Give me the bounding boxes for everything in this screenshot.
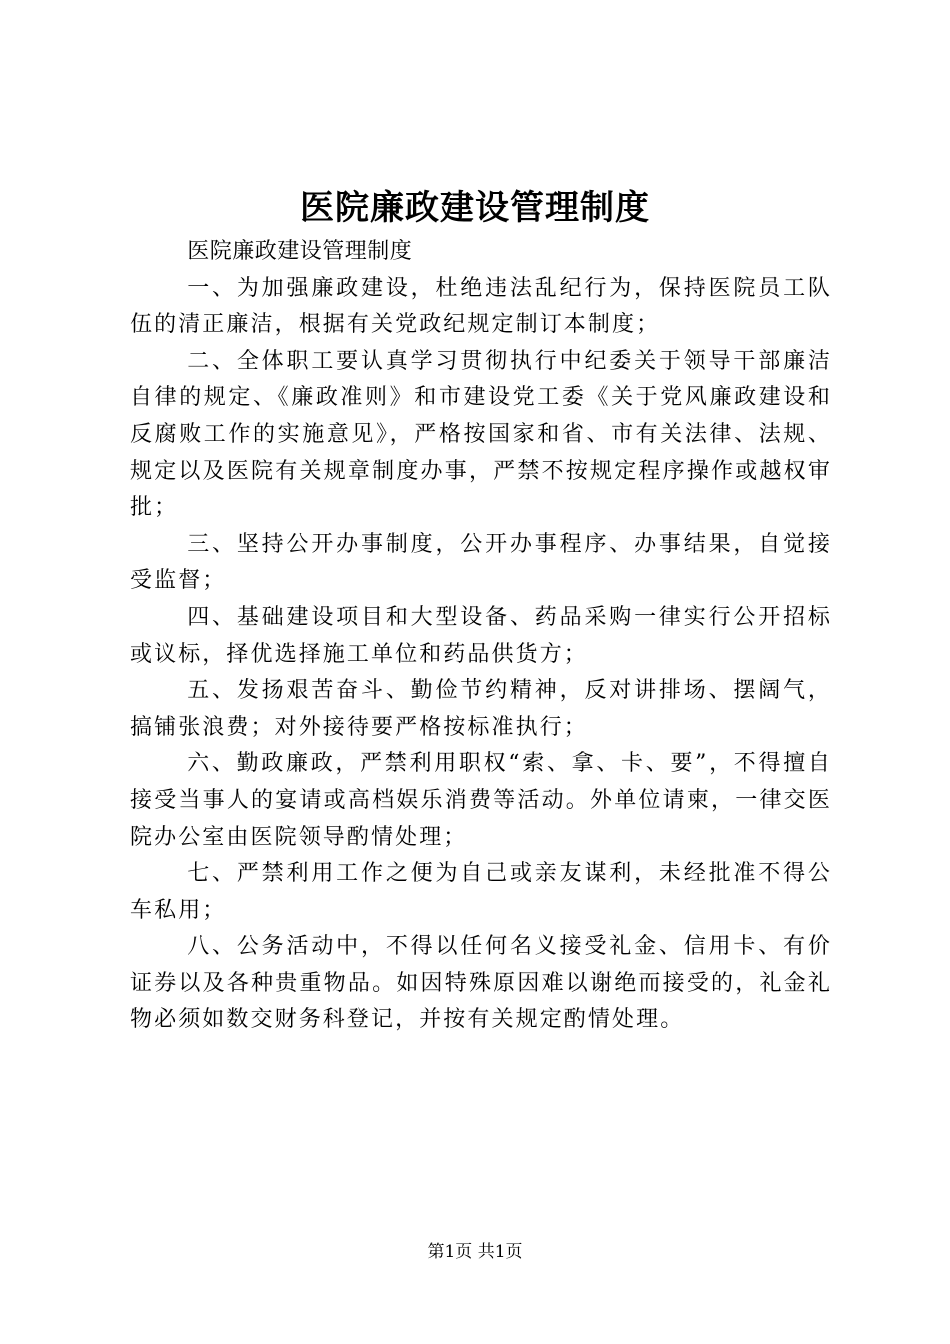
paragraph-3: 三、坚持公开办事制度，公开办事程序、办事结果，自觉接受监督； [130,531,832,594]
paragraph-2: 二、全体职工要认真学习贯彻执行中纪委关于领导干部廉洁自律的规定、《廉政准则》和市建设党工委《关于党风廉政建设和反腐败工作的实施意见》，严格按国家和省、市有关法律、法规、规定以及医院有关规章制度办事，严禁不按规定程序操作或越权审批； [130,348,832,521]
document-subtitle: 医院廉政建设管理制度 [187,239,413,264]
document-body [130,234,832,1039]
document-title: 医院廉政建设管理制度 [300,188,650,228]
paragraph-8: 八、公务活动中，不得以任何名义接受礼金、信用卡、有价证券以及各种贵重物品。如因特殊原因难以谢绝而接受的，礼金礼物必须如数交财务科登记，并按有关规定酌情处理。 [130,934,832,1033]
paragraph-4: 四、基础建设项目和大型设备、药品采购一律实行公开招标或议标，择优选择施工单位和药品供货方； [130,604,832,667]
paragraph-5: 五、发扬艰苦奋斗、勤俭节约精神，反对讲排场、摆阔气，搞铺张浪费；对外接待要严格按标准执行； [130,678,832,740]
page-footer: 第1页 共1页 [427,1242,523,1262]
paragraph-1: 一、为加强廉政建设，杜绝违法乱纪行为，保持医院员工队伍的清正廉洁，根据有关党政纪规定制订本制度； [130,275,832,338]
paragraph-7: 七、严禁利用工作之便为自己或亲友谋利，未经批准不得公车私用； [130,861,832,923]
paragraph-6: 六、勤政廉政，严禁利用职权“索、拿、卡、要”，不得擅自接受当事人的宴请或高档娱乐消费等活动。外单位请柬，一律交医院办公室由医院领导酌情处理； [130,751,832,850]
